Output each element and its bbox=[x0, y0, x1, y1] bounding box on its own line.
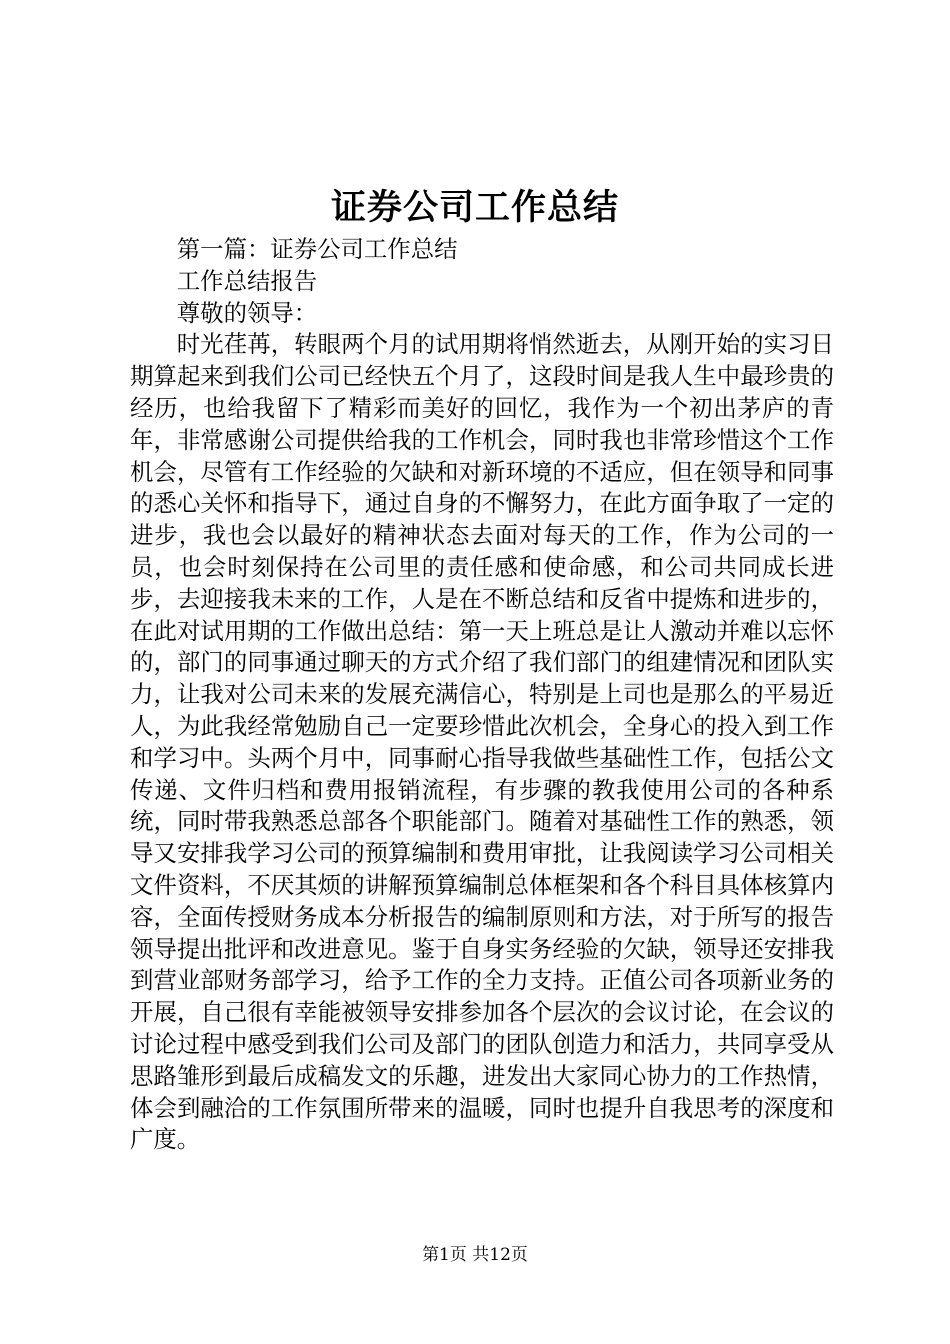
section-heading: 第一篇：证券公司工作总结 bbox=[176, 235, 458, 263]
body-paragraph: 时光荏苒，转眼两个月的试用期将悄然逝去，从刚开始的实习日期算起来到我们公司已经快五个月了，这段时间是我人生中最珍贵的经历，也给我留下了精彩而美好的回忆，我作为一个初出茅庐的青年，非常感谢公司提供给我的工作机会，同时我也非常珍惜这个工作机会，尽管有工作经验的欠缺和对新环境的不适应，但在领导和同事的悉心关怀和指导下，通过自身的不懈努力，在此方面争取了一定的进步，我也会以最好的精神状态去面对每天的工作，作为公司的一员，也会时刻保持在公司里的责任感和使命感，和公司共同成长进步，去迎接我未来的工作，人是在不断总结和反省中提炼和进步的，在此对试用期的工作做出总结：第一天上班总是让人激动并难以忘怀的，部门的同事通过聊天的方式介绍了我们部门的组建情况和团队实力，让我对公司未来的发展充满信心，特别是上司也是那么的平易近人，为此我经常勉励自己一定要珍惜此次机会，全身心的投入到工作和学习中。头两个月中，同事耐心指导我做些基础性工作，包括公文传递、文件归档和费用报销流程，有步骤的教我使用公司的各种系统，同时带我熟悉总部各个职能部门。随着对基础性工作的熟悉，领导又安排我学习公司的预算编制和费用审批，让我阅读学习公司相关文件资料，不厌其烦的讲解预算编制总体框架和各个科目具体核算内容，全面传授财务成本分析报告的编制原则和方法，对于所写的报告领导提出批评和改进意见。鉴于自身实务经验的欠缺，领导还安排我到营业部财务部学习，给予工作的全力支持。正值公司各项新业务的开展，自己很有幸能被领导安排参加各个层次的会议讨论，在会议的讨论过程中感受到我们公司及部门的团队创造力和活力，共同享受从思路雏形到最后成稿发文的乐趣，进发出大家同心协力的工作热情，体会到融洽的工作氛围所带来的温暖，同时也提升自我思考的深度和广度。 bbox=[130, 330, 834, 1154]
document-title: 证券公司工作总结 bbox=[330, 187, 619, 228]
page-number-footer: 第1页 共12页 bbox=[422, 1245, 528, 1265]
document-body bbox=[130, 234, 834, 1156]
report-subtitle: 工作总结报告 bbox=[176, 266, 318, 295]
salutation: 尊敬的领导： bbox=[176, 298, 318, 327]
